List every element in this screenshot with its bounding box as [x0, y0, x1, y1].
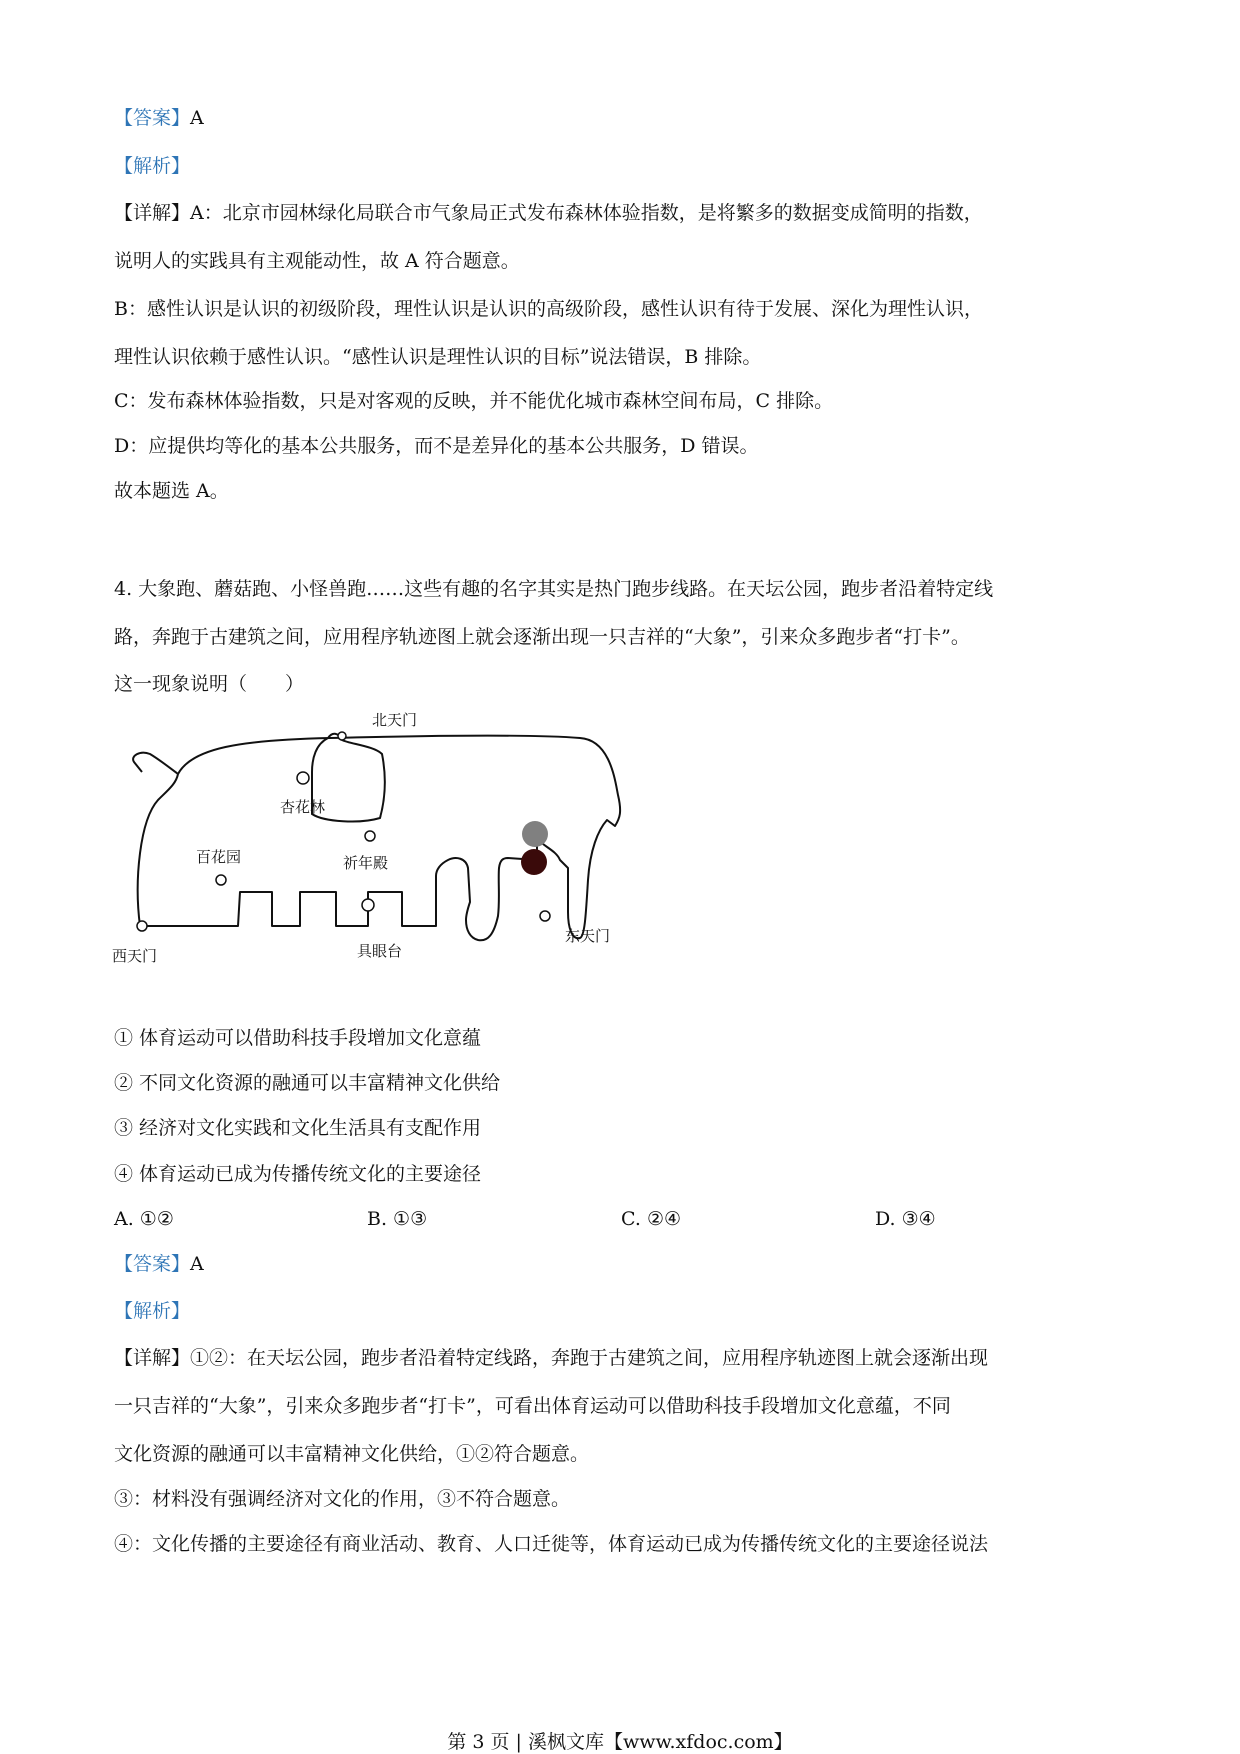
answer-value: A [190, 1253, 204, 1275]
q4-statement: ② 不同文化资源的融通可以丰富精神文化供给 [114, 1072, 501, 1094]
q3-analysis-tag: 【解析】 [114, 155, 191, 177]
q4-statement: ④ 体育运动已成为传播传统文化的主要途径 [114, 1163, 482, 1185]
answer-tag: 【答案】 [114, 107, 191, 129]
page-footer: 第 3 页 | 溪枫文库【www.xfdoc.com】 [447, 1731, 793, 1753]
q4-option-d: D. ③④ [875, 1208, 936, 1230]
q4-detail-line: ④：文化传播的主要途径有商业活动、教育、人口迁徙等，体育运动已成为传播传统文化的主要途径说法 [114, 1533, 989, 1555]
q4-answer [114, 1250, 204, 1278]
hundred-flower-garden-label: 百花园 [196, 848, 242, 866]
answer-value: A [190, 107, 204, 129]
q4-detail-line: 【详解】①②：在天坛公园，跑步者沿着特定线路，奔跑于古建筑之间，应用程序轨迹图上就会逐渐出现 [114, 1347, 989, 1369]
juyan-terrace-marker [362, 899, 374, 911]
q4-detail-line: ③：材料没有强调经济对文化的作用，③不符合题意。 [114, 1488, 571, 1510]
q4-option-b: B. ①③ [367, 1208, 428, 1230]
runner-dot-gray [522, 821, 548, 847]
east-gate-marker [540, 911, 550, 921]
q3-detail-line: 理性认识依赖于感性认识。“感性认识是理性认识的目标”说法错误，B 排除。 [114, 346, 762, 368]
qinian-hall-marker [365, 831, 375, 841]
q3-detail-line: 故本题选 A。 [114, 480, 229, 502]
apricot-grove-marker [297, 772, 309, 784]
q4-detail-line: 一只吉祥的“大象”，引来众多跑步者“打卡”，可看出体育运动可以借助科技手段增加文化意蕴，不同 [114, 1395, 951, 1417]
runner-dot-dark [521, 849, 547, 875]
west-gate-label: 西天门 [112, 947, 158, 965]
q4-statement: ③ 经济对文化实践和文化生活具有支配作用 [114, 1117, 482, 1139]
east-gate-label: 东天门 [565, 927, 611, 945]
answer-tag: 【答案】 [114, 1253, 191, 1275]
north-gate-marker [338, 732, 346, 740]
q3-detail-line: C：发布森林体验指数，只是对客观的反映，并不能优化城市森林空间布局，C 排除。 [114, 390, 834, 412]
apricot-grove-label: 杏花林 [280, 798, 326, 816]
q3-detail-line: B：感性认识是认识的初级阶段，理性认识是认识的高级阶段，感性认识有待于发展、深化为理性认识， [114, 298, 983, 320]
elephant-route-map [110, 700, 650, 980]
q4-stem-line: 4. 大象跑、蘑菇跑、小怪兽跑……这些有趣的名字其实是热门跑步线路。在天坛公园，跑步者沿着特定线 [114, 578, 994, 600]
west-gate-marker [137, 921, 147, 931]
q4-detail-line: 文化资源的融通可以丰富精神文化供给，①②符合题意。 [114, 1443, 590, 1465]
q3-detail-line: D：应提供均等化的基本公共服务，而不是差异化的基本公共服务，D 错误。 [114, 435, 759, 457]
north-gate-label: 北天门 [372, 711, 418, 729]
q4-stem-line: 这一现象说明（ ） [114, 673, 305, 695]
q3-detail-line: 说明人的实践具有主观能动性，故 A 符合题意。 [114, 250, 520, 272]
q4-option-a: A. ①② [114, 1208, 174, 1230]
q4-option-c: C. ②④ [621, 1208, 682, 1230]
q4-stem-line: 路，奔跑于古建筑之间，应用程序轨迹图上就会逐渐出现一只吉祥的“大象”，引来众多跑步者“打卡”。 [114, 626, 970, 648]
hundred-flower-garden-marker [216, 875, 226, 885]
q3-answer [114, 104, 204, 132]
juyan-terrace-label: 具眼台 [357, 942, 403, 960]
qinian-hall-label: 祈年殿 [343, 854, 389, 872]
q3-detail-line: 【详解】A：北京市园林绿化局联合市气象局正式发布森林体验指数，是将繁多的数据变成简明的指数， [114, 202, 983, 224]
q4-statement: ① 体育运动可以借助科技手段增加文化意蕴 [114, 1027, 482, 1049]
q4-analysis-tag: 【解析】 [114, 1300, 191, 1322]
